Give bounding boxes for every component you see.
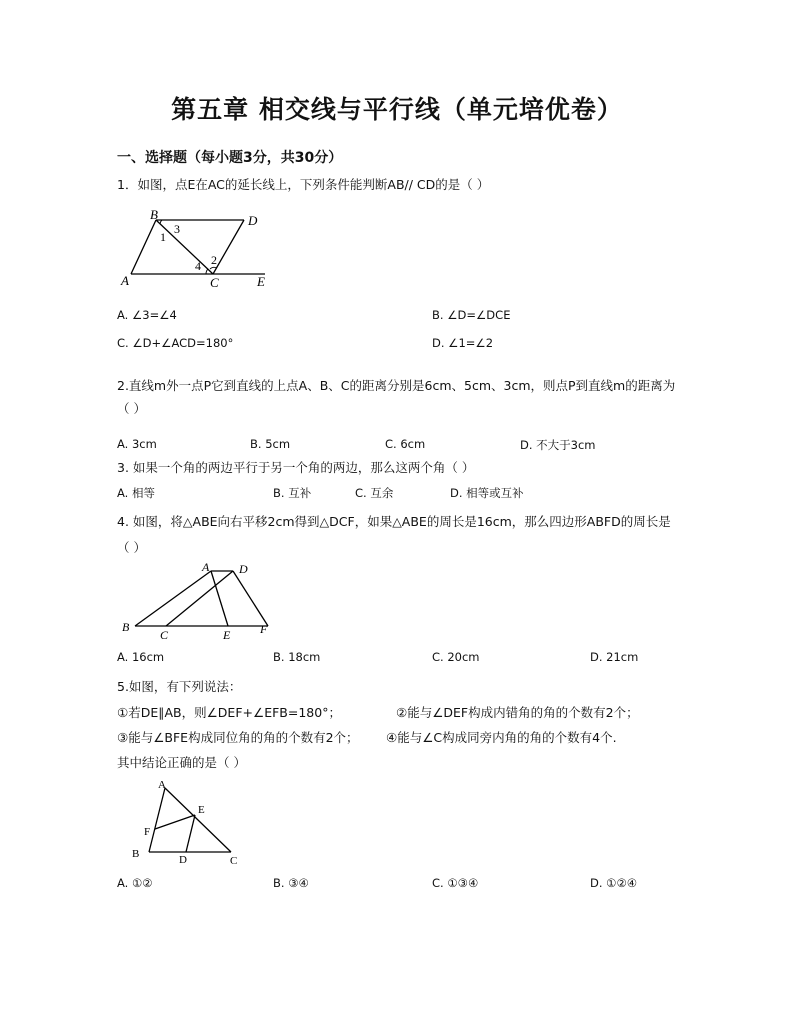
q5-question: 其中结论正确的是（ ）	[117, 755, 246, 770]
q4-label-b: B	[122, 620, 130, 634]
q5-option-a: A. ①②	[117, 876, 153, 890]
q5-figure	[125, 778, 250, 866]
q1-stem: 1．如图，点E在AC的延长线上，下列条件能判断AB// CD的是（ ）	[117, 177, 490, 192]
q4-option-d: D. 21cm	[590, 650, 639, 664]
q5-line-ac	[165, 788, 231, 852]
q1-option-b: B. ∠D=∠DCE	[432, 308, 511, 322]
q2-option-c: C. 6cm	[385, 437, 426, 451]
q1-option-c: C. ∠D+∠ACD=180°	[117, 336, 234, 350]
q3-option-c: C. 互余	[355, 486, 394, 500]
q5-label-c: C	[230, 855, 238, 866]
q1-label-d: D	[248, 213, 258, 228]
q1-option-a: A. ∠3=∠4	[117, 308, 177, 322]
q5-label-e: E	[198, 804, 205, 816]
q4-label-a: A	[202, 560, 210, 574]
q3-stem: 3. 如果一个角的两边平行于另一个角的两边，那么这两个角（ ）	[117, 460, 475, 475]
q1-angle-3: 3	[174, 222, 180, 236]
q1-figure	[118, 206, 278, 290]
q5-option-b: B. ③④	[273, 876, 309, 890]
section-heading: 一、选择题（每小题3分，共30分）	[117, 150, 343, 166]
q1-angle-1: 1	[160, 230, 166, 244]
q1-angle-2: 2	[211, 253, 217, 267]
q4-label-c: C	[160, 628, 169, 642]
q1-label-b: B	[150, 207, 158, 222]
q4-option-c: C. 20cm	[432, 650, 480, 664]
q2-option-a: A. 3cm	[117, 437, 157, 451]
q3-option-b: B. 互补	[273, 486, 312, 500]
q5-line-fe	[155, 815, 195, 829]
q5-label-a: A	[158, 779, 166, 791]
q4-stem: 4. 如图，将△ABE向右平移2cm得到△DCF，如果△ABE的周长是16cm，那么四边形ABFD的周长是	[117, 514, 671, 529]
q1-line-dc	[213, 220, 244, 274]
q1-label-c: C	[210, 275, 219, 290]
q2-stem: 2.直线m外一点P它到直线的上点A、B、C的距离分别是6cm、5cm、3cm，则点P到直线m的距离为	[117, 378, 676, 393]
q5-label-f: F	[144, 826, 151, 838]
q5-statement-4: ④能与∠C构成同旁内角的角的个数有4个.	[386, 730, 617, 745]
q3-option-d: D. 相等或互补	[450, 486, 524, 500]
q4-option-b: B. 18cm	[273, 650, 321, 664]
q1-label-e: E	[257, 274, 265, 289]
q5-line-ab	[149, 788, 165, 852]
q2-option-b: B. 5cm	[250, 437, 291, 451]
q4-label-e: E	[223, 628, 231, 642]
q1-angle-4: 4	[195, 259, 201, 273]
q5-statement-2: ②能与∠DEF构成内错角的角的个数有2个；	[396, 705, 639, 720]
q4-figure	[118, 560, 278, 642]
q5-label-b: B	[132, 848, 140, 860]
q5-line-ed	[186, 815, 195, 852]
q4-line-df	[233, 571, 268, 626]
q4-label-d: D	[239, 562, 248, 576]
q5-stem: 5.如图，有下列说法：	[117, 679, 242, 694]
q1-arc-4	[206, 269, 208, 274]
q4-option-a: A. 16cm	[117, 650, 165, 664]
q4-answer-paren: （ ）	[117, 540, 146, 555]
q4-line-ae	[211, 571, 228, 626]
q1-label-a: A	[121, 273, 129, 288]
q4-label-f: F	[260, 622, 268, 636]
q5-option-c: C. ①③④	[432, 876, 479, 890]
q5-statement-1: ①若DE∥AB，则∠DEF+∠EFB=180°；	[117, 705, 341, 720]
q1-option-d: D. ∠1=∠2	[432, 336, 494, 350]
q3-option-a: A. 相等	[117, 486, 155, 500]
q2-answer-paren: （ ）	[117, 401, 146, 416]
q1-line-bc	[156, 220, 213, 274]
page-title: 第五章 相交线与平行线（单元培优卷）	[171, 95, 623, 124]
q5-label-d: D	[179, 854, 187, 866]
q5-option-d: D. ①②④	[590, 876, 638, 890]
q1-line-ab	[131, 220, 156, 274]
q2-option-d: D. 不大于3cm	[520, 438, 596, 452]
q5-statement-3: ③能与∠BFE构成同位角的角的个数有2个；	[117, 730, 359, 745]
